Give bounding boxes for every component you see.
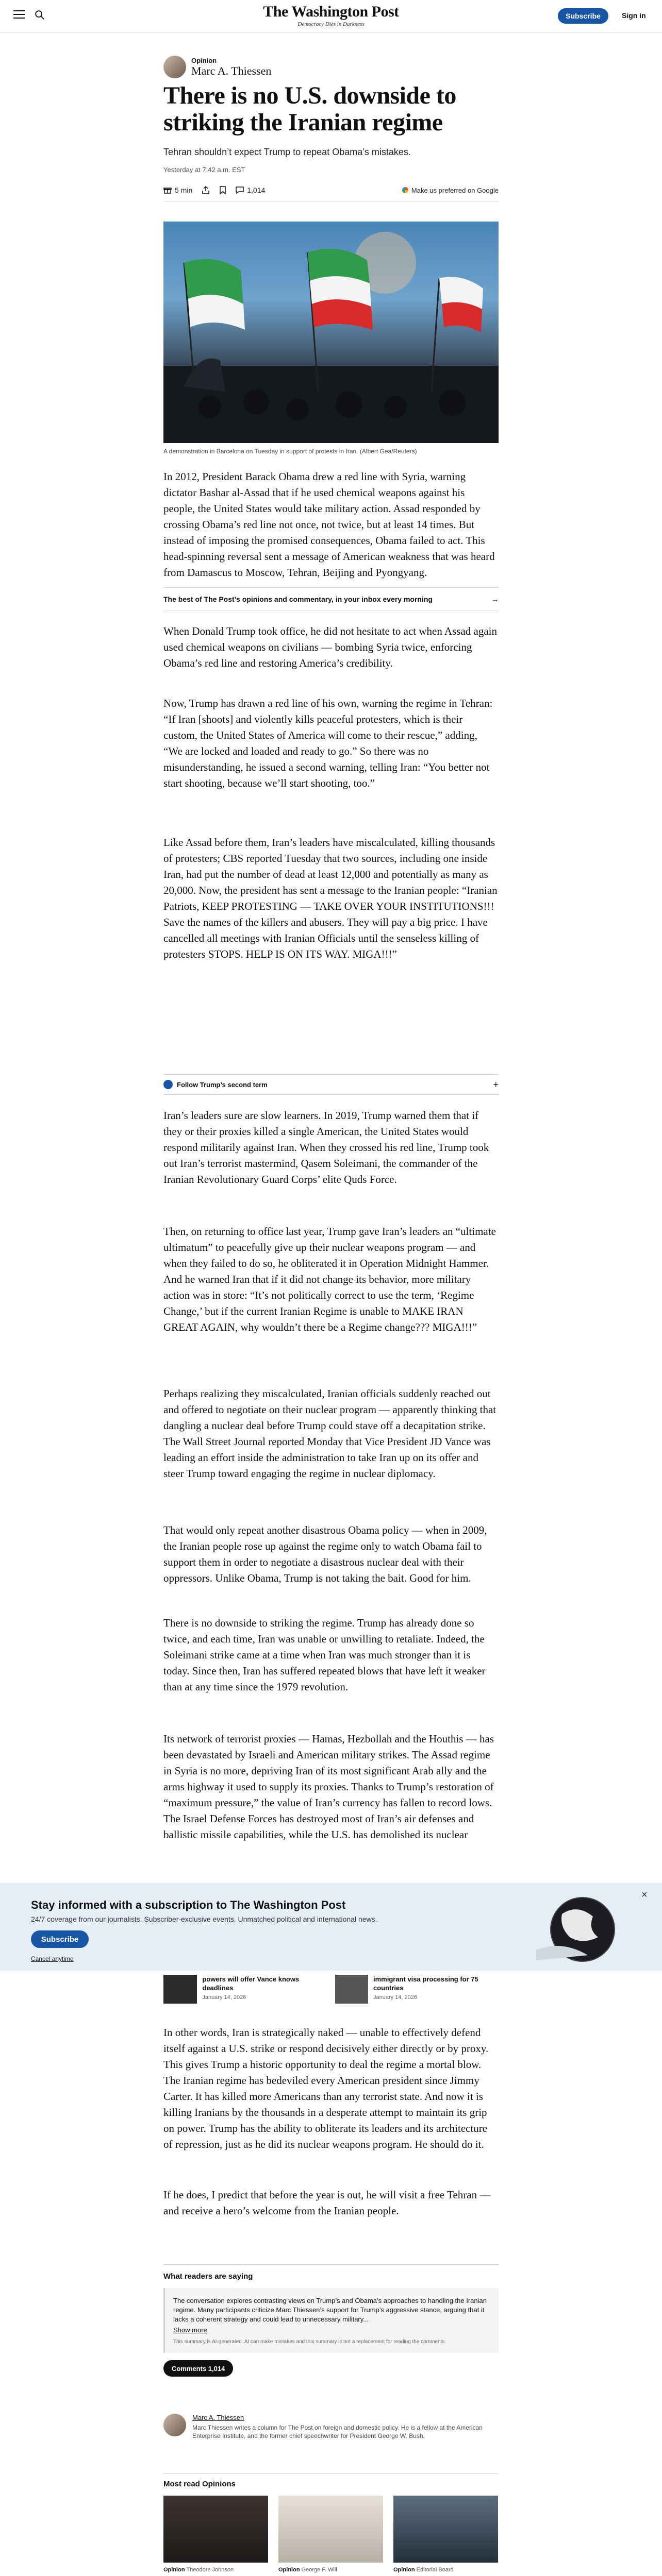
close-icon[interactable]: ×: [641, 1889, 648, 1901]
site-header: [0, 0, 662, 33]
ai-summary-text: The conversation explores contrasting views on Trump’s and Obama’s approaches to handling the Iranian regime. Many participants criticize Marc Thiessen’s support for Trump’s aggressive stance, arguing that it lacks a coherent strategy and could lead to unnecessary military...: [173, 2297, 487, 2323]
share-icon: [202, 186, 210, 194]
opinion-card-label: Opinion: [278, 2567, 300, 2573]
opinion-card[interactable]: [163, 2496, 268, 2576]
paragraph-12: If he does, I predict that before the year is out, he will visit a free Tehran — and receive a hero’s welcome from the Iranian people.: [163, 2189, 491, 2217]
hero-photo: [163, 222, 499, 443]
paragraph-4: Like Assad before them, Iran’s leaders have miscalculated, killing thousands of protesters; CBS reported Tuesday that two sources, including one inside Iran, had put the number of dead at least 12,000 and potentially as many as 20,000. Now, the president has sent a message to the Iranian people: “Iranian Patriots, KEEP PROTESTING — TAKE OVER YOUR INSTITUTIONS!!! Save the names of the killers and abusers. They will pay a big price. I have cancelled all meetings with Iranian Officials until the senseless killing of protesters STOPS. HELP IS ON ITS WAY. MIGA!!!”: [163, 836, 498, 960]
comment-icon: [236, 186, 244, 194]
gift-icon: [163, 186, 172, 194]
opinion-card-image: [278, 2496, 383, 2563]
google-preferred-link[interactable]: [402, 187, 499, 194]
subscribe-button[interactable]: Subscribe: [558, 8, 608, 24]
opinion-card-label: Opinion: [163, 2567, 185, 2573]
bio-text: Marc Thiessen writes a column for The Post on foreign and domestic policy. He is a fellow at the American Enterprise Institute, and the former chief speechwriter for President George W. Bush.: [192, 2424, 483, 2439]
opinion-card-author: Theodore Johnson: [186, 2567, 234, 2573]
comments-button[interactable]: [236, 186, 265, 194]
author-bio: [163, 2414, 499, 2440]
share-button[interactable]: [202, 186, 210, 194]
opinion-card-author: Editorial Board: [416, 2567, 454, 2573]
opinion-card[interactable]: [278, 2496, 383, 2576]
dek: Tehran shouldn’t expect Trump to repeat Obama’s mistakes.: [163, 147, 411, 157]
site-logo[interactable]: The Washington Post: [263, 3, 399, 20]
paragraph-9: There is no downside to striking the regime. Trump has already done so twice, and each time, Iran was unable or unwilling to retaliate. Indeed, the Soleimani strike came at a time when Iran was much stronger than it is today. Since then, Iran has suffered repeated blows that have left it weaker than at any time since the 1979 revolution.: [163, 1617, 486, 1693]
inline-related-card[interactable]: [335, 1975, 499, 2008]
gift-button[interactable]: [163, 186, 192, 194]
arrow-right-icon: →: [491, 595, 499, 603]
most-read-opinions: [163, 2473, 499, 2576]
headline: There is no U.S. downside to striking the Iranian regime: [163, 82, 456, 136]
opinion-card[interactable]: [393, 2496, 498, 2576]
save-button[interactable]: [219, 186, 226, 194]
follow-topic-bar[interactable]: [163, 1074, 499, 1095]
preferred-label: Make us preferred on Google: [411, 186, 499, 194]
bio-author-name[interactable]: Marc A. Thiessen: [192, 2414, 244, 2421]
opinion-card-author: George F. Will: [301, 2567, 337, 2573]
opinion-card-label: Opinion: [393, 2567, 415, 2573]
comment-count: 1,014: [247, 186, 266, 194]
cancel-anytime-link[interactable]: Cancel anytime: [31, 1955, 74, 1962]
show-more-link[interactable]: Show more: [173, 2326, 207, 2334]
banner-subscribe-button[interactable]: Subscribe: [31, 1930, 89, 1948]
related-title: powers will offer Vance knows deadlines: [202, 1975, 300, 1992]
related-thumbnail: [163, 1975, 197, 2004]
author-avatar[interactable]: [163, 2414, 186, 2436]
sign-in-link[interactable]: Sign in: [622, 11, 646, 20]
paragraph-11: In other words, Iran is strategically naked — unable to effectively defend itself against a U.S. strike or respond decisively either directly or by proxy. This gives Trump a historic opportunity to deal the regime a mortal blow. The Iranian regime has bedeviled every American president since Jimmy Carter. It has killed more Americans than any terrorist state. And now it is killing Iranians by the thousands in a desperate attempt to maintain its grip on power. Trump has the ability to obliterate its leaders and its architecture of repression, just as he did its nuclear weapons program. He should do it.: [163, 2026, 489, 2150]
banner-subtitle: 24/7 coverage from our journalists. Subscriber-exclusive events. Unmatched political and international news.: [31, 1915, 377, 1923]
paragraph-7: Perhaps realizing they miscalculated, Iranian officials suddenly reached out and offered to negotiate on their nuclear program — apparently thinking that dangling a nuclear deal before Trump could stave off a decapitation strike. The Wall Street Journal reported Monday that Vice President JD Vance was leading an effort inside the administration to take Iran up on its offer and steer Trump toward engaging the regime in nuclear diplomacy.: [163, 1387, 496, 1480]
protest-flags-image: [163, 222, 499, 443]
ai-summary-box: [163, 2288, 499, 2353]
paragraph-3: Now, Trump has drawn a red line of his own, warning the regime in Tehran: “If Iran [shoots] and violently kills peaceful protesters, which is their custom, the United States of America will come to their rescue,” adding, “We are locked and loaded and ready to go.” So there was no misunderstanding, he issued a second warning, telling Iran: “You better not start shooting, because we’ll start shooting, too.”: [163, 697, 493, 789]
paragraph-6: Then, on returning to office last year, Trump gave Iran’s leaders an “ultimate ultimatum” to peacefully give up their nuclear weapons program — and when they failed to do so, he obliterated it in Operation Midnight Hammer. And he warned Iran that if it did not change its behavior, more military action was in store: “It’s not politically correct to use the term, ‘Regime Change,’ but if the current Iranian Regime is unable to MAKE IRAN GREAT AGAIN, why wouldn’t there be a Regime change??? MIGA!!!”: [163, 1225, 496, 1333]
section-label[interactable]: Opinion: [191, 56, 217, 64]
ai-disclaimer: This summary is AI-generated. AI can make mistakes and this summary is not a replacement for reading the comments.: [173, 2339, 446, 2345]
plus-icon[interactable]: +: [493, 1079, 499, 1090]
photo-caption: A demonstration in Barcelona on Tuesday in support of protests in Iran. (Albert Gea/Reuters): [163, 448, 417, 455]
bookmark-icon: [219, 186, 226, 194]
author-name[interactable]: Marc A. Thiessen: [191, 64, 272, 77]
related-title: immigrant visa processing for 75 countries: [373, 1975, 478, 1992]
opinion-card-image: [393, 2496, 498, 2563]
newsletter-promo-text: The best of The Post’s opinions and commentary, in your inbox every morning: [163, 595, 433, 603]
related-date: January 14, 2026: [202, 1994, 246, 2001]
follow-icon: [163, 1080, 173, 1089]
newsletter-promo[interactable]: [163, 587, 499, 611]
google-icon: [402, 187, 408, 193]
paragraph-2: When Donald Trump took office, he did not hesitate to act when Assad again used chemical weapons on civilians — bombing Syria twice, enforcing Obama’s red line and restoring America’s credibility.: [163, 625, 497, 669]
banner-title: Stay informed with a subscription to The Washington Post: [31, 1899, 346, 1911]
paragraph-5: Iran’s leaders sure are slow learners. In 2019, Trump warned them that if they or their proxies killed a single American, the United States would respond militarily against Iran. When they crossed his red line, Trump took out Iran’s terrorist mastermind, Qasem Soleimani, the commander of the Iranian Revolutionary Guard Corps’ elite Quds Force.: [163, 1109, 489, 1185]
opinion-card-image: [163, 2496, 268, 2563]
author-avatar[interactable]: [163, 56, 186, 78]
paragraph-8: That would only repeat another disastrous Obama policy — when in 2009, the Iranian people rose up against the regime only to watch Obama fail to support them in order to negotiate a disastrous nuclear deal with their oppressors. Unlike Obama, Trump is not taking the bait. Good for him.: [163, 1524, 487, 1584]
follow-label: Follow Trump’s second term: [177, 1080, 268, 1089]
paragraph-1: In 2012, President Barack Obama drew a red line with Syria, warning dictator Bashar al-Assad that if he used chemical weapons against his people, the United States would take military action. Assad responded by crossing Obama’s red line not once, not twice, but at least 14 times. But instead of imposing the promised consequences, Obama failed to act. This head-spinning reversal sent a message of American weakness that was heard from Damascus to Moscow, Tehran, Beijing and Pyongyang.: [163, 470, 495, 579]
readers-section: [163, 2264, 499, 2377]
paragraph-10: Its network of terrorist proxies — Hamas, Hezbollah and the Houthis — has been devastated by Israeli and American military strikes. The Assad regime in Syria is no more, depriving Iran of its most significant Arab ally and the arms highway it used to supply its proxies. Thanks to Trump’s restoration of “maximum pressure,” the value of Iran’s currency has fallen to record lows. The Israel Defense Forces has destroyed most of Iran’s air defenses and ballistic missile capabilities, while the U.S. has demolished its nuclear: [163, 1733, 494, 1841]
publish-date: Yesterday at 7:42 a.m. EST: [163, 166, 245, 174]
comments-button-large[interactable]: Comments 1,014: [163, 2360, 233, 2377]
readers-heading: What readers are saying: [163, 2272, 253, 2281]
inline-related-card[interactable]: [163, 1975, 323, 2008]
subscription-banner: [0, 1883, 662, 1971]
globe-illustration: [531, 1888, 634, 1965]
site-tagline: Democracy Dies in Darkness: [297, 21, 365, 27]
most-read-opinions-heading: Most read Opinions: [163, 2480, 236, 2488]
read-time: 5 min: [175, 186, 193, 194]
related-date: January 14, 2026: [373, 1994, 417, 2001]
related-thumbnail: [335, 1975, 368, 2004]
